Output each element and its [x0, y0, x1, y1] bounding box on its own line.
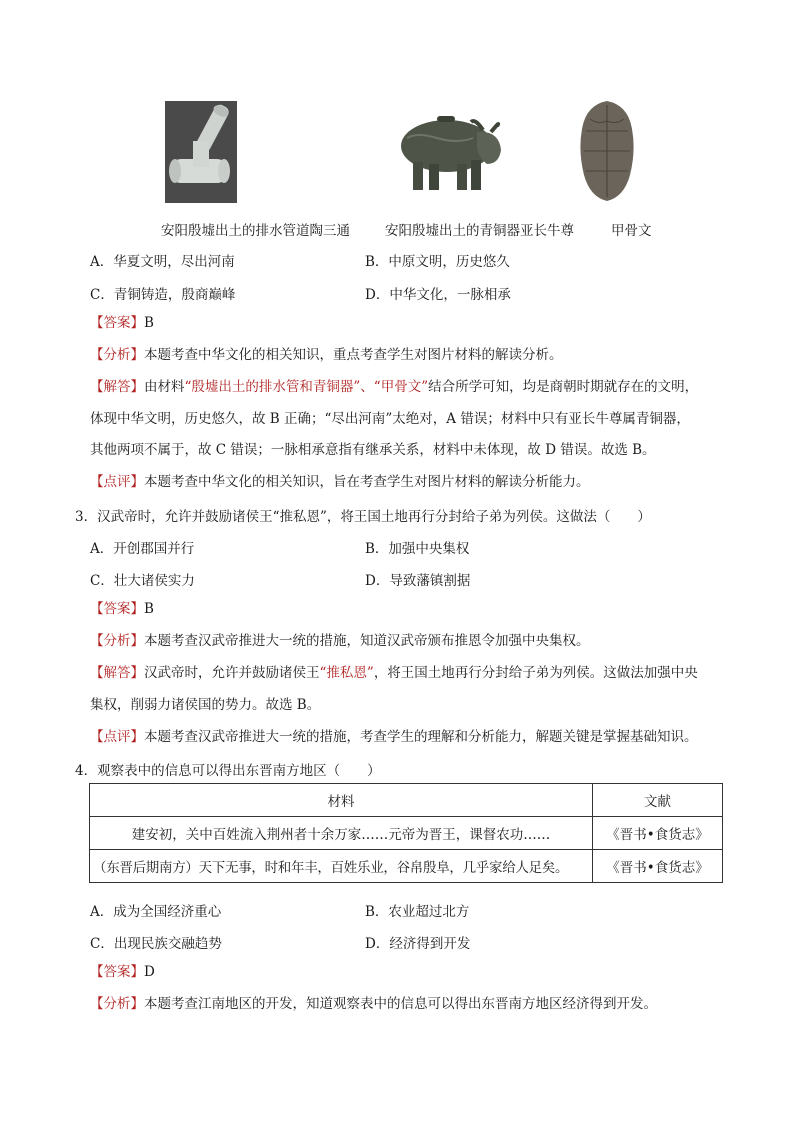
q2-solution-line-3: 其他两项不属于，故 C 错误；一脉相承意指有继承关系，材料中未体现，故 D 错误。故选 B。 — [90, 442, 656, 458]
q3-stem: 3．汉武帝时，允许并鼓励诸侯王“推私恩”，将王国土地再行分封给子弟为列侯。这做法（ ） — [75, 509, 651, 525]
q4-source-table — [89, 783, 723, 883]
oracle-bone-image — [578, 99, 636, 203]
q3-solution-line-1 — [90, 663, 698, 683]
solution-tag: 【解答】 — [90, 379, 144, 395]
analysis-text: 本题考查江南地区的开发，知道观察表中的信息可以得出东晋南方地区经济得到开发。 — [144, 996, 657, 1012]
answer-value: B — [144, 601, 154, 617]
solution-quote: “推私恩” — [319, 665, 374, 681]
q2-answer — [90, 313, 154, 333]
answer-tag: 【答案】 — [90, 964, 144, 980]
q4-option-c: C．出现民族交融趋势 — [90, 936, 222, 952]
q2-option-c: C．青铜铸造，殷商巅峰 — [90, 287, 236, 303]
table-header-row — [90, 784, 723, 817]
table-cell-source: 《晋书•食货志》 — [593, 817, 723, 850]
q2-option-a: A．华夏文明，尽出河南 — [90, 254, 235, 270]
table-cell-source: 《晋书•食货志》 — [593, 850, 723, 883]
analysis-tag: 【分析】 — [90, 633, 144, 649]
solution-text: ，将王国土地再行分封给子弟为列侯。这做法加强中央 — [373, 665, 698, 681]
table-header-material: 材料 — [90, 784, 593, 817]
solution-quote: “殷墟出土的排水管和青铜器”、“甲骨文” — [184, 379, 429, 395]
q3-option-d: D．导致藩镇割据 — [365, 573, 471, 589]
comment-tag: 【点评】 — [90, 474, 144, 490]
q2-option-d: D．中华文化，一脉相承 — [365, 287, 511, 303]
comment-text: 本题考查汉武帝推进大一统的措施，考查学生的理解和分析能力，解题关键是掌握基础知识。 — [144, 729, 698, 745]
q4-analysis — [90, 994, 657, 1014]
q4-option-d: D．经济得到开发 — [365, 936, 471, 952]
q3-answer — [90, 599, 154, 619]
q2-option-b: B．中原文明，历史悠久 — [365, 254, 510, 270]
q4-option-b: B．农业超过北方 — [365, 904, 470, 920]
caption-bronze-ox: 安阳殷墟出土的青铜器亚长牛尊 — [385, 223, 574, 239]
answer-tag: 【答案】 — [90, 601, 144, 617]
analysis-text: 本题考查汉武帝推进大一统的措施，知道汉武帝颁布推恩令加强中央集权。 — [144, 633, 590, 649]
table-row — [90, 850, 723, 883]
q4-option-a: A．成为全国经济重心 — [90, 904, 222, 920]
answer-tag: 【答案】 — [90, 315, 144, 331]
solution-text: 结合所学可知，均是商朝时期就存在的文明， — [428, 379, 699, 395]
bronze-ox-zun-image — [387, 98, 507, 198]
solution-tag: 【解答】 — [90, 665, 144, 681]
q3-option-a: A．开创郡国并行 — [90, 541, 195, 557]
comment-text: 本题考查中华文化的相关知识，旨在考查学生对图片材料的解读分析能力。 — [144, 474, 590, 490]
q3-comment — [90, 727, 698, 747]
table-cell-material: 建安初，关中百姓流入荆州者十余万家……元帝为晋王，课督农功…… — [90, 817, 593, 850]
q2-analysis — [90, 345, 563, 365]
q3-option-c: C．壮大诸侯实力 — [90, 573, 195, 589]
q4-stem: 4．观察表中的信息可以得出东晋南方地区（ ） — [75, 763, 381, 779]
q2-comment — [90, 472, 590, 492]
q2-solution-line-1 — [90, 377, 698, 397]
q3-option-b: B．加强中央集权 — [365, 541, 470, 557]
table-row — [90, 817, 723, 850]
solution-text: 汉武帝时，允许并鼓励诸侯王 — [144, 665, 320, 681]
caption-drainage-pipe: 安阳殷墟出土的排水管道陶三通 — [161, 223, 350, 239]
caption-oracle-bone: 甲骨文 — [611, 223, 652, 239]
table-header-source: 文献 — [593, 784, 723, 817]
drainage-pipe-image — [165, 101, 237, 203]
analysis-tag: 【分析】 — [90, 347, 144, 363]
table-cell-material: （东晋后期南方）天下无事，时和年丰，百姓乐业，谷帛殷阜，几乎家给人足矣。 — [90, 850, 593, 883]
analysis-text: 本题考查中华文化的相关知识，重点考查学生对图片材料的解读分析。 — [144, 347, 563, 363]
q4-answer — [90, 962, 155, 982]
analysis-tag: 【分析】 — [90, 996, 144, 1012]
solution-text: 由材料 — [144, 379, 185, 395]
q2-solution-line-2: 体现中华文明，历史悠久，故 B 正确；“尽出河南”太绝对，A 错误；材料中只有亚长牛尊属青铜器， — [90, 411, 690, 427]
answer-value: D — [144, 964, 155, 980]
answer-value: B — [144, 315, 154, 331]
q3-solution-line-2: 集权，削弱力诸侯国的势力。故选 B。 — [90, 697, 321, 713]
q3-analysis — [90, 631, 590, 651]
comment-tag: 【点评】 — [90, 729, 144, 745]
